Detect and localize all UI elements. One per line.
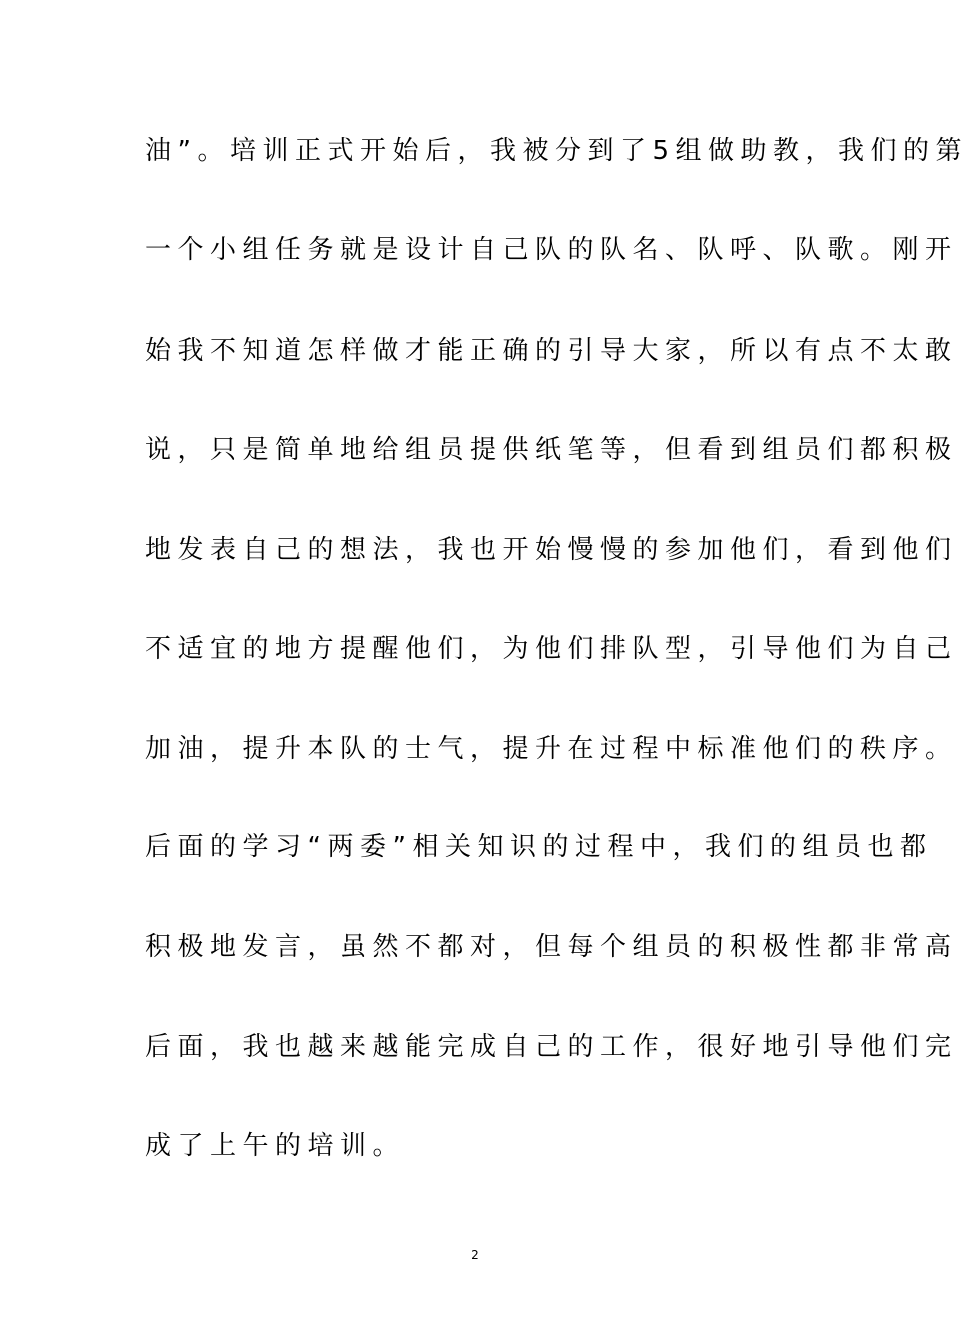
text-line: 地发表自己的想法，我也开始慢慢的参加他们，看到他们 bbox=[145, 535, 958, 565]
text-line: 说，只是简单地给组员提供纸笔等，但看到组员们都积极 bbox=[145, 435, 958, 465]
text-line: 油”。培训正式开始后，我被分到了5组做助教，我们的第 bbox=[145, 136, 968, 166]
text-line: 成了上午的培训。 bbox=[145, 1131, 406, 1161]
text-line: 一个小组任务就是设计自己队的队名、队呼、队歌。刚开 bbox=[145, 235, 958, 265]
text-line: 始我不知道怎样做才能正确的引导大家，所以有点不太敢 bbox=[145, 336, 958, 366]
text-line: 后面，我也越来越能完成自己的工作，很好地引导他们完 bbox=[145, 1032, 958, 1062]
text-line: 后面的学习“两委”相关知识的过程中，我们的组员也都 bbox=[145, 832, 933, 862]
text-line: 加油，提升本队的士气，提升在过程中标准他们的秩序。 bbox=[145, 734, 958, 764]
text-line: 不适宜的地方提醒他们，为他们排队型，引导他们为自己 bbox=[145, 634, 958, 664]
text-line: 积极地发言，虽然不都对，但每个组员的积极性都非常高 bbox=[145, 932, 958, 962]
page-number: 2 bbox=[471, 1248, 479, 1262]
